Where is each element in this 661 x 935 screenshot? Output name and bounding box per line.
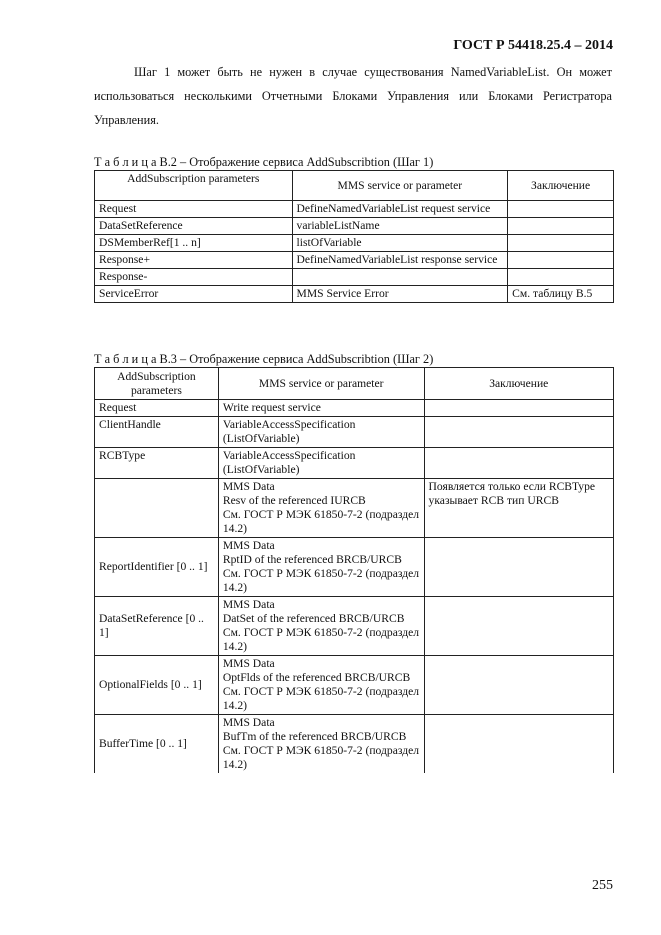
table-cell bbox=[508, 269, 614, 286]
table-row bbox=[95, 218, 614, 235]
table-row bbox=[95, 252, 614, 269]
table-row bbox=[95, 538, 614, 597]
table-cell: См. таблицу В.5 bbox=[508, 286, 614, 303]
table-cell bbox=[95, 479, 219, 538]
table-cell bbox=[424, 417, 613, 448]
table-cell: OptionalFields [0 .. 1] bbox=[95, 656, 219, 715]
col-header: AddSubscription parameters bbox=[95, 368, 219, 400]
table-cell bbox=[508, 252, 614, 269]
table-cell: MMS Data BufTm of the referenced BRCB/URCB См. ГОСТ Р МЭК 61850-7-2 (подраздел 14.2) bbox=[218, 715, 424, 774]
table-cell: DataSetReference [0 .. 1] bbox=[95, 597, 219, 656]
table-cell: ServiceError bbox=[95, 286, 293, 303]
table-cell: DataSetReference bbox=[95, 218, 293, 235]
table-cell: DSMemberRef[1 .. n] bbox=[95, 235, 293, 252]
table-cell: MMS Service Error bbox=[292, 286, 508, 303]
table-cell: BufferTime [0 .. 1] bbox=[95, 715, 219, 774]
col-header: Заключение bbox=[424, 368, 613, 400]
table-cell bbox=[424, 400, 613, 417]
table-row bbox=[95, 201, 614, 218]
col-header: MMS service or parameter bbox=[218, 368, 424, 400]
table-cell: RCBType bbox=[95, 448, 219, 479]
table-row bbox=[95, 715, 614, 774]
table-cell: Response+ bbox=[95, 252, 293, 269]
table-row bbox=[95, 286, 614, 303]
table-row bbox=[95, 479, 614, 538]
table-cell: Request bbox=[95, 201, 293, 218]
table-row bbox=[95, 269, 614, 286]
table-cell: Появляется только если RCBType указывает RCB тип URCB bbox=[424, 479, 613, 538]
intro-paragraph bbox=[94, 60, 612, 132]
table-row bbox=[95, 656, 614, 715]
table-cell bbox=[424, 538, 613, 597]
table-cell: ClientHandle bbox=[95, 417, 219, 448]
table-cell: VariableAccessSpecification (ListOfVariable) bbox=[218, 448, 424, 479]
table-cell bbox=[292, 269, 508, 286]
table-cell: DefineNamedVariableList response service bbox=[292, 252, 508, 269]
table-row bbox=[95, 417, 614, 448]
table-cell bbox=[424, 448, 613, 479]
col-header: AddSubscription parameters bbox=[95, 171, 293, 201]
table-cell: MMS Data Resv of the referenced IURCB См. ГОСТ Р МЭК 61850-7-2 (подраздел 14.2) bbox=[218, 479, 424, 538]
page-number: 255 bbox=[592, 878, 613, 893]
table-row bbox=[95, 235, 614, 252]
table-b2 bbox=[94, 170, 614, 303]
table-cell: Request bbox=[95, 400, 219, 417]
table-cell bbox=[424, 656, 613, 715]
table-cell: MMS Data RptID of the referenced BRCB/URCB См. ГОСТ Р МЭК 61850-7-2 (подраздел 14.2) bbox=[218, 538, 424, 597]
table-cell: Write request service bbox=[218, 400, 424, 417]
col-header: Заключение bbox=[508, 171, 614, 201]
table-row bbox=[95, 400, 614, 417]
table-cell: listOfVariable bbox=[292, 235, 508, 252]
table-cell: Response- bbox=[95, 269, 293, 286]
table-cell: MMS Data DatSet of the referenced BRCB/URCB См. ГОСТ Р МЭК 61850-7-2 (подраздел 14.2) bbox=[218, 597, 424, 656]
table-row bbox=[95, 448, 614, 479]
table2-caption: Т а б л и ц а В.2 – Отображение сервиса AddSubscribtion (Шаг 1) bbox=[94, 155, 434, 169]
table-cell: MMS Data OptFlds of the referenced BRCB/URCB См. ГОСТ Р МЭК 61850-7-2 (подраздел 14.2) bbox=[218, 656, 424, 715]
col-header: MMS service or parameter bbox=[292, 171, 508, 201]
table-cell bbox=[508, 235, 614, 252]
table-cell: ReportIdentifier [0 .. 1] bbox=[95, 538, 219, 597]
table-cell: VariableAccessSpecification (ListOfVariable) bbox=[218, 417, 424, 448]
document-header: ГОСТ Р 54418.25.4 – 2014 bbox=[453, 38, 613, 53]
table-cell bbox=[508, 218, 614, 235]
table3-caption: Т а б л и ц а В.3 – Отображение сервиса AddSubscribtion (Шаг 2) bbox=[94, 352, 434, 366]
table-cell bbox=[508, 201, 614, 218]
table-cell: variableListName bbox=[292, 218, 508, 235]
table-row bbox=[95, 597, 614, 656]
table-cell bbox=[424, 597, 613, 656]
table-b3 bbox=[94, 367, 614, 773]
intro-text: Шаг 1 может быть не нужен в случае существования NamedVariableList. Он может использоваться несколькими Отчетными Блоками Управления или Блоками Регистратора Управления. bbox=[94, 65, 612, 127]
table-cell bbox=[424, 715, 613, 774]
table-cell: DefineNamedVariableList request service bbox=[292, 201, 508, 218]
